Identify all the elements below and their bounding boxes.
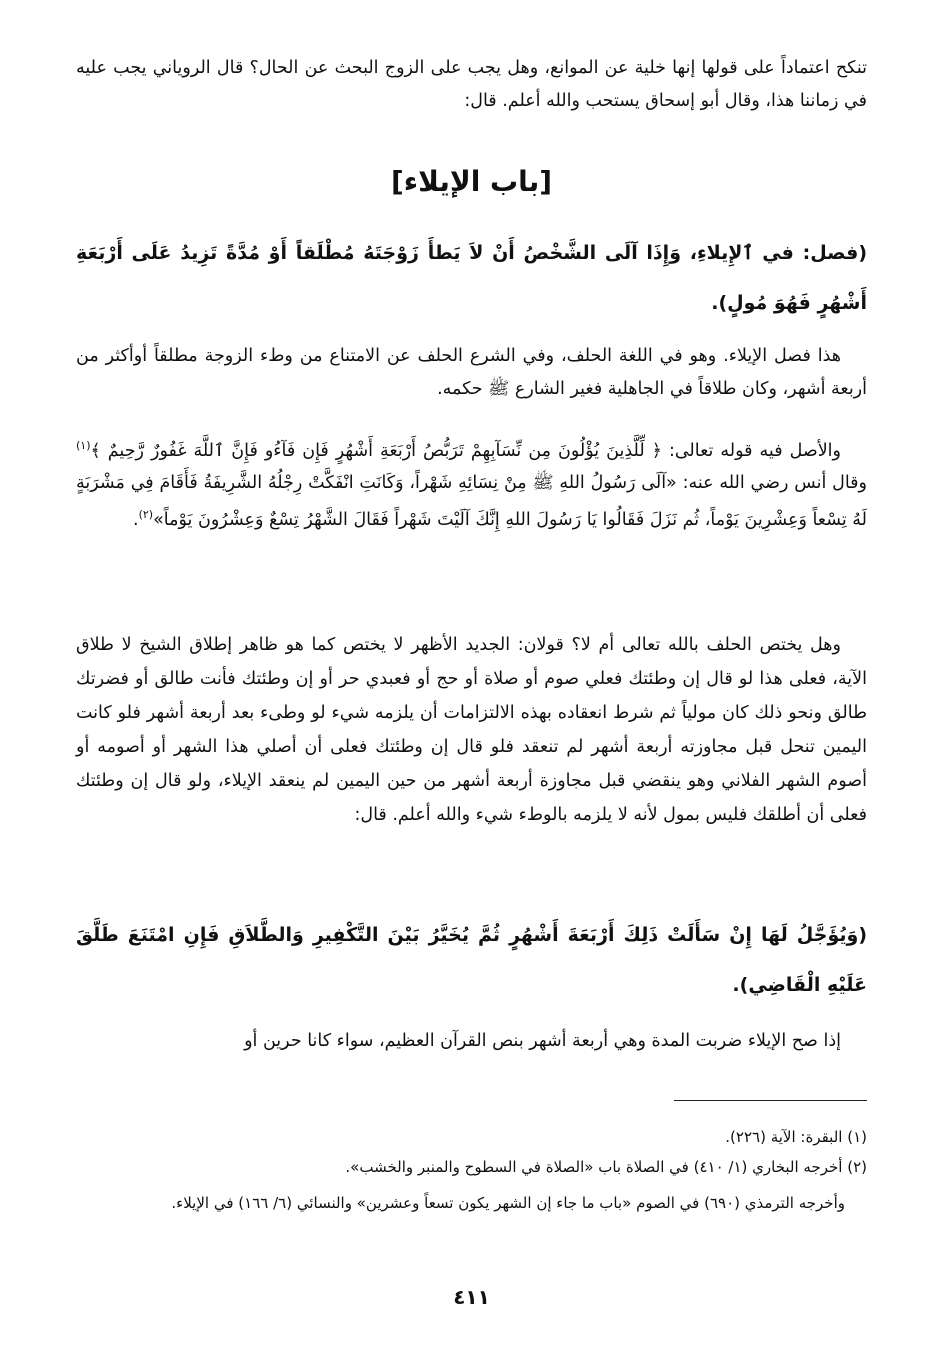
footnote-2: (٢) أخرجه البخاري (١/ ٤١٠) في الصلاة باب «الصلاة في السطوح والمنبر والخشب».	[345, 1158, 867, 1176]
chapter-heading: [باب الإيلاء]	[390, 165, 553, 198]
paragraph-period: إذا صح الإيلاء ضربت المدة وهي أربعة أشهر بنص القرآن العظيم، سواء كانا حرين أو	[244, 1031, 841, 1051]
matn-text-2: (وَيُؤَجَّلُ لَهَا إِنْ سَأَلَتْ ذَلِكَ أَرْبَعَةَ أَشْهُرٍ ثُمَّ يُخَيَّرُ بَيْنَ التَّكْفِيرِ وَالطَّلاَقِ فَإِنِ امْتَنَعَ طَلَّقَ عَلَيْهِ الْقَاضِي).	[76, 924, 867, 996]
footnote-ref-1: (١)	[76, 439, 91, 452]
page-number: ٤١١	[453, 1285, 490, 1309]
footnote-divider	[674, 1100, 867, 1101]
hadith-text: وقال أنس رضي الله عنه: «آلَى رَسُولُ اللهِ ﷺ مِنْ نِسَائِهِ شَهْراً، وَكَانَتِ انْفَكَّتْ رِجْلُهُ الشَّرِيفَةُ فَأَقَامَ فِي مَشْرَبَةٍ لَهُ تِسْعاً وَعِشْرِينَ يَوْماً، ثُم نَزَلَ فَقَالُوا يَا رَسُولَ اللهِ إِنَّكَ آلَيْتَ شَهْراً فَقَالَ الشَّهْرُ تِسْعٌ وَعِشْرُونَ يَوْماً»	[76, 472, 867, 530]
footnote-2-continued: وأخرجه الترمذي (٦٩٠) في الصوم «باب ما جاء إن الشهر يكون تسعاً وعشرين» والنسائي (٦/ ١٦٦) في الإيلاء.	[171, 1194, 845, 1212]
matn-text-1: (فصل: في ٱلإِيلاءِ، وَإِذَا آلَى الشَّخْصُ أَنْ لاَ يَطأَ زَوْجَتَهُ مُطْلَقاً أَوْ مُدَّةً تَزِيدُ عَلَى أَرْبَعَةِ أَشْهُرٍ فَهُوَ مُولٍ).	[76, 242, 867, 314]
paragraph-oath: وهل يختص الحلف بالله تعالى أم لا؟ قولان: الجديد الأظهر لا يختص كما هو ظاهر إطلاق الشيخ لا طلاق الآية، فعلى هذا لو قال إن وطئتك فعلي صوم أو صلاة أو حج أو فعبدي حر أو إن وطئتك فأنت طالق أو فضرتك طالق ونحو ذلك كان مولياً ثم شرط انعقاده بهذه الالتزامات أن يلزمه شيء لو وطىء بعد أربعة أشهر فلو كانت اليمين تنحل قبل مجاوزته أربعة أشهر لم تنعقد فلو قال إن وطئتك فعلى أن أصلي هذا الشهر أو أصومه أو أصوم الشهر الفلاني وهو ينقضي قبل مجاوزة أربعة أشهر من حين اليمين لم ينعقد الإيلاء، ولو قال إن وطئتك فعلى أن أطلقك فليس بمول لأنه لا يلزمه بالوطء شيء والله أعلم. قال:	[76, 635, 867, 825]
paragraph-evidence	[76, 430, 867, 536]
footnote-ref-2: (٢)	[138, 507, 154, 521]
paragraph-definition: هذا فصل الإيلاء. وهو في اللغة الحلف، وفي الشرع الحلف عن الامتناع من وطء الزوجة مطلقاً أوأكثر من أربعة أشهر، وكان طلاقاً في الجاهلية فغير الشارع ﷺ حكمه.	[76, 346, 867, 399]
intro-paragraph: تنكح اعتماداً على قولها إنها خلية عن الموانع، وهل يجب على الزوج البحث عن الحال؟ قال الروياني يجب عليه في زماننا هذا، وقال أبو إسحاق يستحب والله أعلم. قال:	[76, 58, 867, 111]
quran-verse: والأصل فيه قوله تعالى: ﴿ لِّلَّذِينَ يُؤْلُونَ مِن نِّسَآبِهِمْ تَرَبُّصُ أَرْبَعَةِ أَشْهُرٍ فَإِن فَآءُو فَإِنَّ ٱللَّهَ غَفُورٌ رَّحِيمٌ ﴾	[90, 440, 841, 461]
sentence-end: .	[133, 509, 139, 530]
footnote-1: (١) البقرة: الآية (٢٢٦).	[725, 1128, 867, 1146]
